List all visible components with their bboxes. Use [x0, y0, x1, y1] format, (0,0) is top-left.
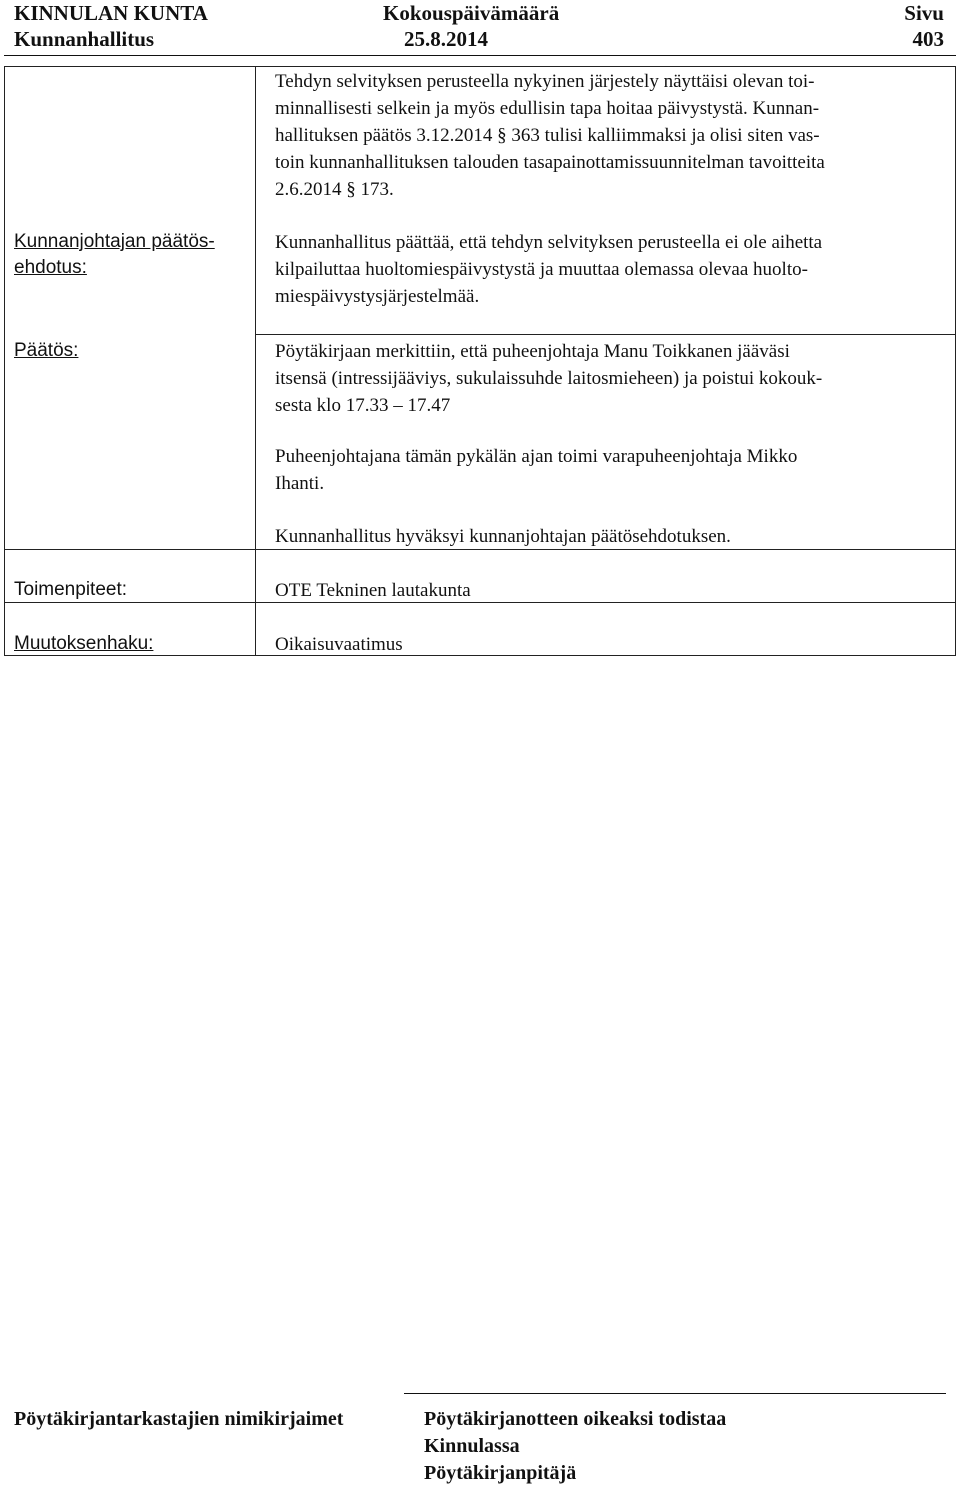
decision-label: Päätös: [14, 340, 79, 361]
header-rule [4, 55, 956, 56]
appeal-value: Oikaisuvaatimus [275, 634, 403, 655]
decision-paragraph-1: Pöytäkirjaan merkittiin, että puheenjohtaja Manu Toikkanen jääväsi itsensä (intressijääviys, sukulaissuhde laitosmieheen) ja poistui kokouk- sesta klo 17.33 – 17.47 [275, 341, 823, 416]
page-label: Sivu [904, 1, 944, 25]
decision-paragraph-3: Kunnanhallitus hyväksyi kunnanjohtajan päätösehdotuksen. [275, 526, 731, 547]
decision-paragraph-2: Puheenjohtajana tämän pykälän ajan toimi varapuheenjohtaja Mikko Ihanti. [275, 446, 798, 494]
actions-value: OTE Tekninen lautakunta [275, 580, 471, 601]
actions-label: Toimenpiteet: [14, 579, 128, 600]
footer-certification: Pöytäkirjanotteen oikeaksi todistaa Kinnulassa Pöytäkirjanpitäjä [424, 1408, 727, 1484]
proposal-label: Kunnanjohtajan päätös- ehdotus: [14, 231, 215, 278]
column-divider [255, 66, 256, 656]
page-number: 403 [912, 27, 944, 51]
body-name: Kunnanhallitus [14, 27, 155, 51]
proposal-text: Kunnanhallitus päättää, että tehdyn selvityksen perusteella ei ole aihetta kilpailuttaa huoltomiespäivystystä ja muuttaa olemassa olevaa huolto- miespäivystysjärjestelmää. [275, 232, 823, 307]
org-name: KINNULAN KUNTA [14, 1, 208, 25]
appeal-label: Muutoksenhaku: [14, 633, 154, 654]
meeting-date: 25.8.2014 [404, 27, 488, 51]
intro-paragraph: Tehdyn selvityksen perusteella nykyinen järjestely näyttäisi olevan toi- minnallisesti selkein ja myös edullisin tapa hoitaa päivystystä. Kunnan- hallituksen päätös 3.12.2014 § 363 tulisi kalliimmaksi ja olisi siten vas- toin kunnanhallituksen talouden tasapainottamissuunnitelman tavoitteita 2.6.2014 § 173. [275, 71, 825, 200]
footer-initials-label: Pöytäkirjantarkastajien nimikirjaimet [14, 1408, 344, 1430]
row-divider [256, 334, 956, 335]
meeting-date-label: Kokouspäivämäärä [383, 1, 560, 25]
footer-rule [404, 1393, 946, 1394]
